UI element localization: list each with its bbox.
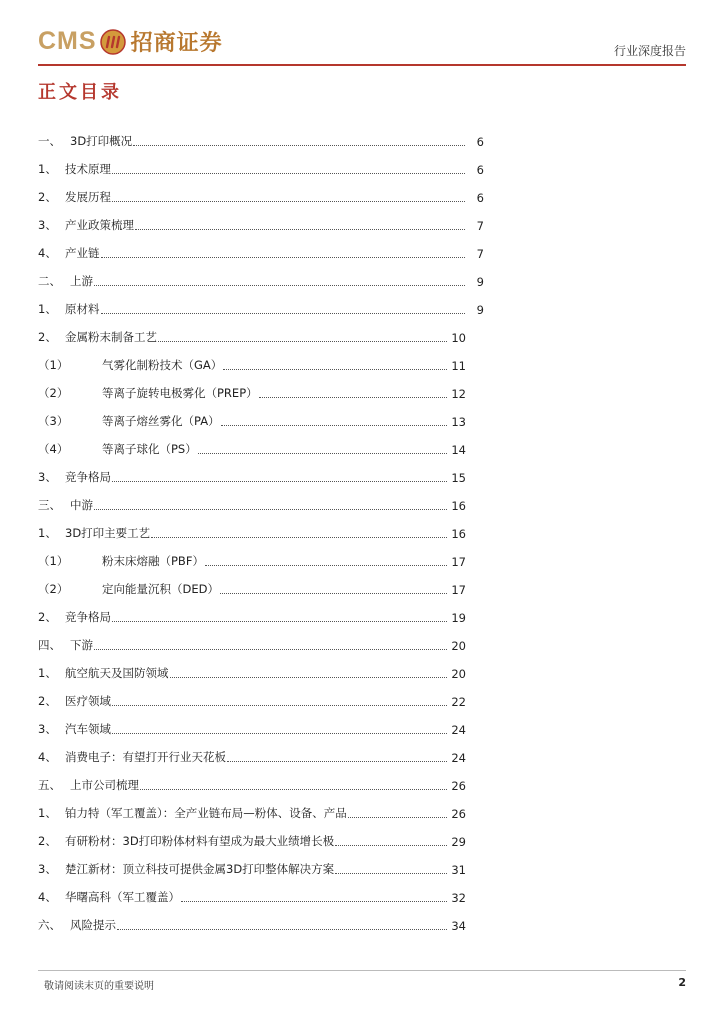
- toc-entry-number: 3、: [38, 722, 57, 736]
- toc-entry[interactable]: [38, 821, 466, 849]
- toc-entry-page: 10: [451, 331, 466, 345]
- toc-entry-page: 6: [476, 135, 484, 149]
- toc-leader-dots: [335, 845, 447, 846]
- toc-entry-page: 14: [451, 443, 466, 457]
- toc-entry-title: 有研粉材：3D打印粉体材料有望成为最大业绩增长极: [65, 834, 335, 848]
- toc-entry[interactable]: [38, 401, 466, 429]
- toc-entry-title: 等离子旋转电极雾化（PREP）: [102, 386, 258, 400]
- toc-entry-number: 3、: [38, 862, 57, 876]
- toc-entry-number: 2、: [38, 330, 57, 344]
- toc-leader-dots: [220, 593, 447, 594]
- toc-entry[interactable]: [38, 765, 466, 793]
- toc-entry-number: 2、: [38, 190, 57, 204]
- toc-entry-number: 三、: [38, 498, 61, 512]
- toc-entry-title: 3D打印概况: [70, 134, 133, 148]
- toc-entry-title: 上游: [70, 274, 93, 288]
- toc-entry-number: 2、: [38, 834, 57, 848]
- toc-entry[interactable]: [38, 149, 484, 177]
- toc-leader-dots: [94, 509, 447, 510]
- toc-entry[interactable]: [38, 261, 484, 289]
- toc-entry[interactable]: [38, 653, 466, 681]
- logo-chinese-text: 招商证券: [130, 31, 223, 56]
- toc-leader-dots: [135, 229, 465, 230]
- toc-leader-dots: [117, 929, 447, 930]
- toc-entry-number: 二、: [38, 274, 61, 288]
- toc-entry[interactable]: [38, 177, 484, 205]
- toc-entry-number: 1、: [38, 526, 57, 540]
- toc-entry-title: 竞争格局: [65, 610, 111, 624]
- toc-leader-dots: [170, 677, 448, 678]
- toc-entry-number: 2、: [38, 610, 57, 624]
- toc-entry[interactable]: [38, 793, 466, 821]
- toc-entry-page: 19: [451, 611, 466, 625]
- logo-emblem-icon: [100, 29, 126, 55]
- toc-leader-dots: [158, 341, 447, 342]
- toc-entry-title: 金属粉末制备工艺: [65, 330, 157, 344]
- toc-entry-page: 24: [451, 751, 466, 765]
- toc-entry-number: 一、: [38, 134, 61, 148]
- toc-leader-dots: [223, 369, 447, 370]
- toc-leader-dots: [198, 453, 447, 454]
- toc-title: 正文目录: [38, 82, 122, 103]
- toc-entry-number: 1、: [38, 666, 57, 680]
- toc-entry-number: 4、: [38, 890, 57, 904]
- toc-entry[interactable]: [38, 233, 484, 261]
- header-divider: [38, 64, 686, 66]
- toc-leader-dots: [94, 649, 447, 650]
- toc-entry-title: 下游: [70, 638, 93, 652]
- toc-entry-page: 7: [476, 247, 484, 261]
- toc-entry[interactable]: [38, 121, 484, 149]
- toc-leader-dots: [112, 201, 465, 202]
- toc-entry-number: （1）: [38, 358, 69, 372]
- toc-leader-dots: [151, 537, 447, 538]
- logo-latin-text: CMS: [38, 27, 97, 55]
- toc-leader-dots: [221, 425, 447, 426]
- toc-entry[interactable]: [38, 681, 466, 709]
- toc-entry[interactable]: [38, 877, 466, 905]
- toc-entry-title: 产业政策梳理: [65, 218, 134, 232]
- toc-entry[interactable]: [38, 373, 466, 401]
- toc-entry-number: 1、: [38, 162, 57, 176]
- toc-leader-dots: [348, 817, 447, 818]
- toc-entry-number: 3、: [38, 470, 57, 484]
- toc-leader-dots: [112, 733, 447, 734]
- toc-entry[interactable]: [38, 849, 466, 877]
- toc-entry[interactable]: [38, 709, 466, 737]
- toc-entry-number: 4、: [38, 750, 57, 764]
- toc-entry-page: 17: [451, 583, 466, 597]
- toc-entry-page: 26: [451, 779, 466, 793]
- toc-leader-dots: [205, 565, 447, 566]
- toc-entry-page: 22: [451, 695, 466, 709]
- toc-entry[interactable]: [38, 737, 466, 765]
- toc-entry-title: 上市公司梳理: [70, 778, 139, 792]
- toc-entry-number: 1、: [38, 806, 57, 820]
- toc-entry-number: 3、: [38, 218, 57, 232]
- toc-entry-title: 3D打印主要工艺: [65, 526, 151, 540]
- toc-leader-dots: [227, 761, 447, 762]
- toc-entry-title: 粉末床熔融（PBF）: [102, 554, 204, 568]
- toc-entry-number: （2）: [38, 582, 69, 596]
- toc-entry-page: 13: [451, 415, 466, 429]
- toc-entry-page: 26: [451, 807, 466, 821]
- toc-entry-title: 原材料: [65, 302, 100, 316]
- toc-entry-page: 16: [451, 499, 466, 513]
- toc-leader-dots: [112, 481, 447, 482]
- toc-entry[interactable]: [38, 289, 484, 317]
- toc-entry-page: 17: [451, 555, 466, 569]
- toc-leader-dots: [133, 145, 465, 146]
- toc-leader-dots: [101, 257, 466, 258]
- toc-entry-title: 中游: [70, 498, 93, 512]
- toc-entry-title: 楚江新材：顶立科技可提供金属3D打印整体解决方案: [65, 862, 335, 876]
- toc-entry[interactable]: [38, 485, 466, 513]
- toc-entry-page: 16: [451, 527, 466, 541]
- toc-entry-page: 6: [476, 191, 484, 205]
- toc-entry-page: 12: [451, 387, 466, 401]
- toc-entry-page: 34: [451, 919, 466, 933]
- toc-entry-page: 15: [451, 471, 466, 485]
- toc-entry-title: 产业链: [65, 246, 100, 260]
- toc-entry-title: 风险提示: [70, 918, 116, 932]
- toc-entry[interactable]: [38, 625, 466, 653]
- toc-entry-title: 等离子球化（PS）: [102, 442, 197, 456]
- toc-leader-dots: [259, 397, 447, 398]
- toc-entry-title: 航空航天及国防领域: [65, 666, 169, 680]
- footer-disclaimer: 敬请阅读末页的重要说明: [44, 981, 154, 992]
- toc-entry[interactable]: [38, 541, 466, 569]
- toc-entry-title: 定向能量沉积（DED）: [102, 582, 219, 596]
- report-type-label: 行业深度报告: [613, 44, 686, 58]
- footer-divider: [38, 970, 686, 971]
- page-header: [38, 26, 686, 66]
- toc-entry-page: 9: [476, 275, 484, 289]
- toc-entry[interactable]: [38, 345, 466, 373]
- toc-entry-title: 华曙高科（军工覆盖）: [65, 890, 180, 904]
- toc-leader-dots: [94, 285, 465, 286]
- toc-entry-title: 铂力特（军工覆盖）：全产业链布局—粉体、设备、产品: [65, 806, 347, 820]
- toc-entry-page: 20: [451, 639, 466, 653]
- toc-leader-dots: [112, 173, 465, 174]
- toc-leader-dots: [112, 705, 447, 706]
- toc-entry-number: （2）: [38, 386, 69, 400]
- toc-entry[interactable]: [38, 513, 466, 541]
- toc-leader-dots: [140, 789, 447, 790]
- toc-entry-page: 29: [451, 835, 466, 849]
- table-of-contents: [38, 121, 484, 933]
- toc-entry-page: 32: [451, 891, 466, 905]
- toc-leader-dots: [335, 873, 447, 874]
- toc-entry-title: 竞争格局: [65, 470, 111, 484]
- toc-entry-title: 医疗领域: [65, 694, 111, 708]
- toc-entry-number: 4、: [38, 246, 57, 260]
- toc-entry-number: 1、: [38, 302, 57, 316]
- toc-entry-title: 消费电子：有望打开行业天花板: [65, 750, 226, 764]
- toc-entry-title: 发展历程: [65, 190, 111, 204]
- toc-entry[interactable]: [38, 569, 466, 597]
- toc-entry[interactable]: [38, 205, 484, 233]
- toc-entry[interactable]: [38, 317, 466, 345]
- toc-entry-page: 20: [451, 667, 466, 681]
- toc-entry-page: 31: [451, 863, 466, 877]
- cms-logo: [38, 26, 223, 57]
- toc-entry-number: 2、: [38, 694, 57, 708]
- toc-entry-number: 六、: [38, 918, 61, 932]
- toc-entry-number: 五、: [38, 778, 61, 792]
- toc-entry[interactable]: [38, 597, 466, 625]
- toc-entry-page: 24: [451, 723, 466, 737]
- toc-entry[interactable]: [38, 429, 466, 457]
- toc-entry-number: 四、: [38, 638, 61, 652]
- toc-entry-page: 11: [451, 359, 466, 373]
- toc-entry-page: 9: [476, 303, 484, 317]
- toc-entry-title: 汽车领域: [65, 722, 111, 736]
- toc-leader-dots: [101, 313, 466, 314]
- toc-leader-dots: [112, 621, 447, 622]
- toc-entry-number: （1）: [38, 554, 69, 568]
- toc-entry-page: 7: [476, 219, 484, 233]
- toc-entry-title: 技术原理: [65, 162, 111, 176]
- toc-entry-page: 6: [476, 163, 484, 177]
- toc-entry[interactable]: [38, 905, 466, 933]
- toc-entry-number: （4）: [38, 442, 69, 456]
- toc-leader-dots: [181, 901, 447, 902]
- toc-entry-title: 气雾化制粉技术（GA）: [102, 358, 223, 372]
- page-number: 2: [678, 976, 686, 989]
- toc-entry-title: 等离子熔丝雾化（PA）: [102, 414, 220, 428]
- toc-entry-number: （3）: [38, 414, 69, 428]
- toc-entry[interactable]: [38, 457, 466, 485]
